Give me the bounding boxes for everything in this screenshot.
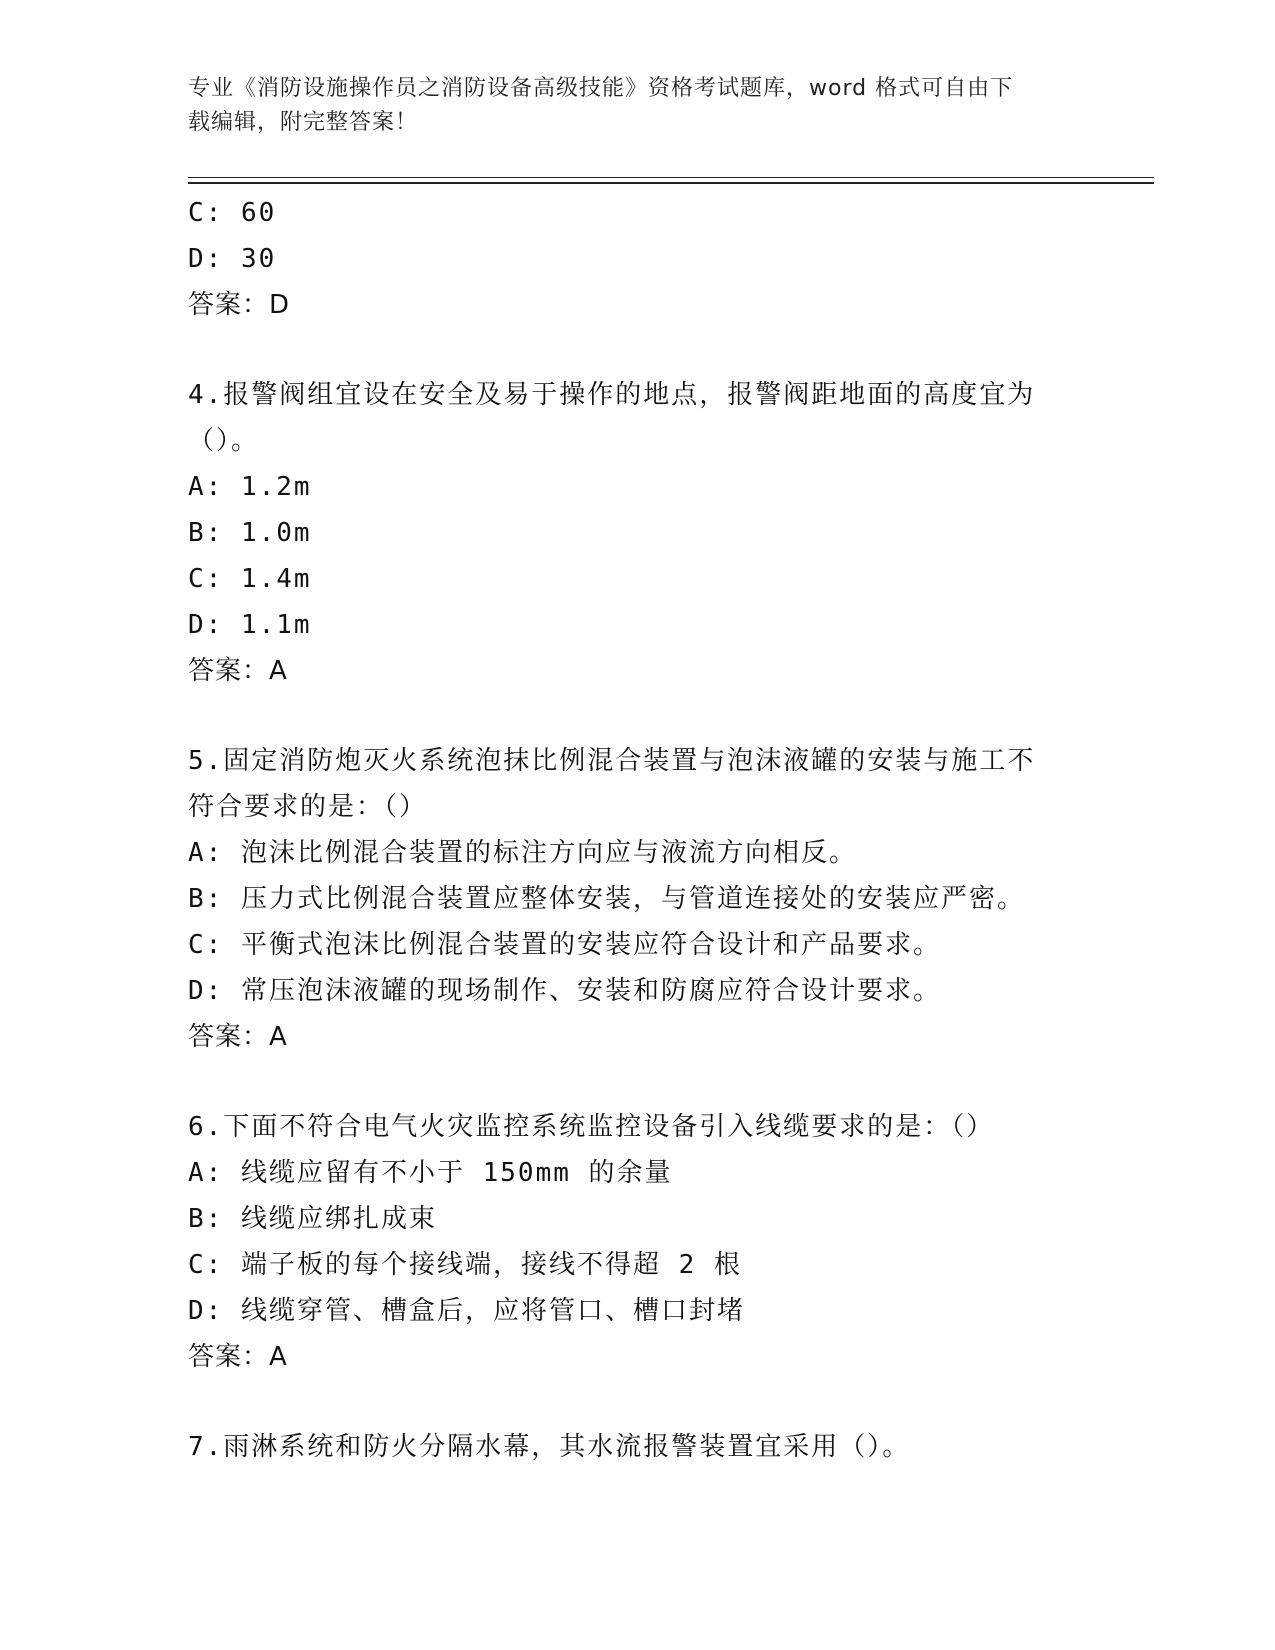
answer-line: 答案：D: [188, 290, 291, 320]
prev-question: [188, 190, 1088, 328]
option-d: D: 常压泡沫液罐的现场制作、安装和防腐应符合设计要求。: [188, 976, 941, 1006]
question-stem-line: 7.雨淋系统和防火分隔水幕，其水流报警装置宜采用（）。: [188, 1432, 911, 1462]
option-b: B: 线缆应绑扎成束: [188, 1204, 437, 1234]
question-7: [188, 1424, 1088, 1470]
option-b: B: 1.0m: [188, 518, 312, 548]
question-stem-line: 5.固定消防炮灭火系统泡抹比例混合装置与泡沫液罐的安装与施工不: [188, 746, 1036, 776]
header-line-2: 载编辑，附完整答案！: [188, 110, 419, 135]
question-stem-line: 符合要求的是：（）: [188, 792, 428, 822]
option-a: A: 泡沫比例混合装置的标注方向应与液流方向相反。: [188, 838, 857, 868]
question-5: [188, 738, 1088, 1060]
option-c: C: 端子板的每个接线端，接线不得超 2 根: [188, 1250, 742, 1280]
option-a: A: 线缆应留有不小于 150mm 的余量: [188, 1158, 673, 1188]
answer-line: 答案：A: [188, 1342, 288, 1372]
option-c: C: 60: [188, 198, 277, 228]
option-d: D: 1.1m: [188, 610, 312, 640]
header-rule-thick: [188, 182, 1154, 184]
header-line-1: 专业《消防设施操作员之消防设备高级技能》资格考试题库，word 格式可自由下: [188, 76, 1014, 101]
option-b: B: 压力式比例混合装置应整体安装，与管道连接处的安装应严密。: [188, 884, 1025, 914]
option-d: D: 30: [188, 244, 277, 274]
question-4: [188, 372, 1088, 694]
option-d: D: 线缆穿管、槽盒后，应将管口、槽口封堵: [188, 1296, 745, 1326]
question-6: [188, 1104, 1088, 1380]
option-a: A: 1.2m: [188, 472, 312, 502]
answer-line: 答案：A: [188, 656, 288, 686]
answer-line: 答案：A: [188, 1022, 288, 1052]
header-rule-thin: [188, 177, 1154, 178]
question-stem-line: （）。: [188, 426, 260, 456]
option-c: C: 平衡式泡沫比例混合装置的安装应符合设计和产品要求。: [188, 930, 941, 960]
option-c: C: 1.4m: [188, 564, 312, 594]
question-list: [188, 190, 1088, 1470]
document-header: [188, 72, 1068, 140]
question-stem-line: 4.报警阀组宜设在安全及易于操作的地点，报警阀距地面的高度宜为: [188, 380, 1036, 410]
question-stem-line: 6.下面不符合电气火灾监控系统监控设备引入线缆要求的是：（）: [188, 1112, 995, 1142]
